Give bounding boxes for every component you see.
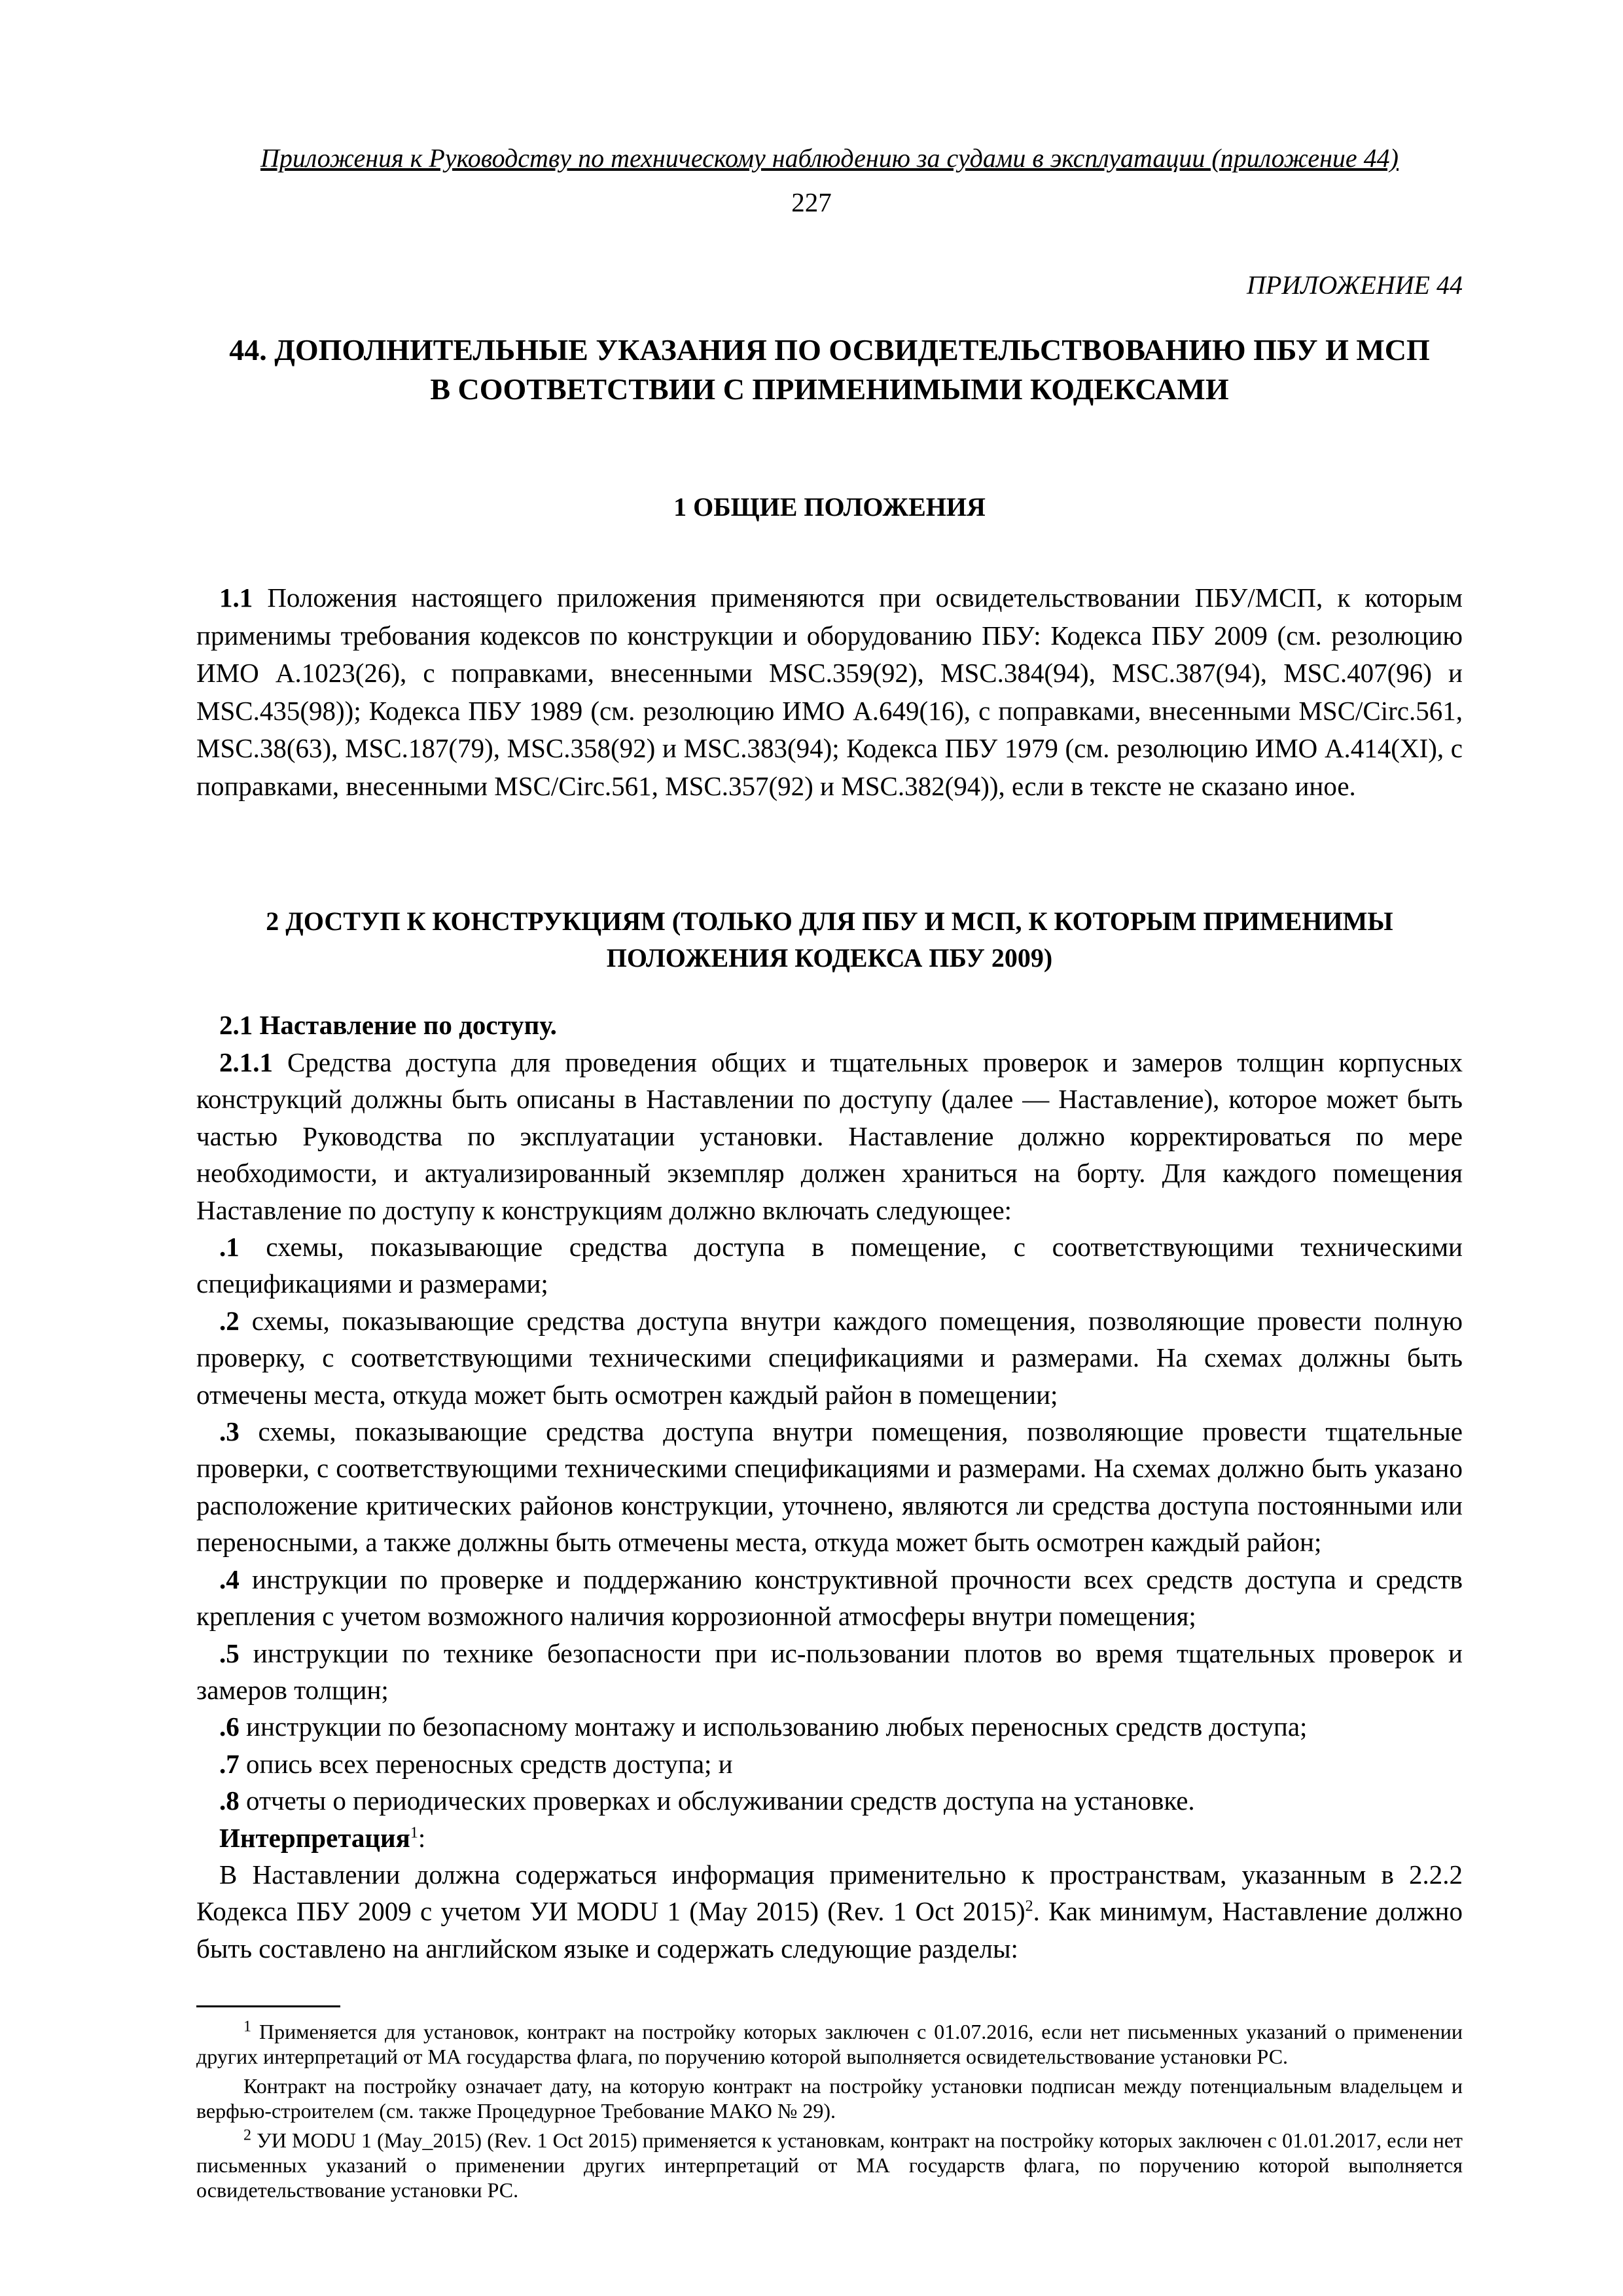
title-line-2: В СООТВЕТСТВИИ С ПРИМЕНИМЫМИ КОДЕКСАМИ <box>430 372 1229 406</box>
paragraph-text: Средства доступа для проведения общих и тщательных проверок и замеров толщин корпусных конструкций должны быть описаны в Наставлении по доступу (далее — Наставление), которое может быть частью Руководства по эксплуатации установки. Наставление должно корректироваться по мере необходимости, и актуализированный экземпляр должен храниться на борту. Для каждого помещения Наставление по доступу к конструкциям должно включать следующее: <box>196 1047 1463 1225</box>
list-item-number: .7 <box>219 1748 240 1779</box>
interpretation-text-part-a: В Наставлении должна содержаться информация применительно к пространствам, указанным в 2.2.2 Кодекса ПБУ 2009 с учетом УИ MODU 1 (May 2015) (Rev. 1 Oct 2015) <box>196 1859 1463 1927</box>
footnote-ref-1[interactable]: 1 <box>410 1823 418 1841</box>
document-title <box>196 331 1463 409</box>
list-item <box>196 1708 1463 1745</box>
list-item-number: .3 <box>219 1416 240 1447</box>
section-2-heading-line-2: ПОЛОЖЕНИЯ КОДЕКСА ПБУ 2009) <box>606 943 1053 973</box>
interpretation-label: Интерпретация <box>219 1822 410 1853</box>
list-item-text: отчеты о периодических проверках и обслуживании средств доступа на установке. <box>239 1785 1195 1816</box>
list-item-text: инструкции по технике безопасности при ис-пользовании плотов во время тщательных проверок и замеров толщин; <box>196 1638 1463 1705</box>
list-item-number: .1 <box>219 1232 240 1263</box>
interpretation-heading <box>196 1820 1463 1856</box>
footnote-1-continuation: Контракт на постройку означает дату, на которую контракт на постройку установки подписан между потенциальным владельцем и верфью-строителем (см. также Процедурное Требование МАКО № 29). <box>196 2074 1463 2123</box>
list-item-number: .4 <box>219 1564 240 1594</box>
interpretation-text <box>196 1856 1463 1967</box>
footnote-1 <box>196 2019 1463 2069</box>
list-item-number: .5 <box>219 1638 240 1668</box>
list-item-text: инструкции по проверке и поддержанию конструктивной прочности всех средств доступа и средств крепления с учетом возможного наличия коррозионной атмосферы внутри помещения; <box>196 1564 1463 1632</box>
interpretation-colon: : <box>418 1822 426 1853</box>
running-header: Приложения к Руководству по техническому наблюдению за судами в эксплуатации (приложение 44) <box>260 143 1399 173</box>
paragraph-2-1-1 <box>196 1044 1463 1229</box>
paragraph-number: 1.1 <box>219 583 253 613</box>
list-item-text: инструкции по безопасному монтажу и использованию любых переносных средств доступа; <box>239 1712 1308 1742</box>
list-item-number: .2 <box>219 1305 240 1336</box>
paragraph-text: Положения настоящего приложения применяются при освидетельствовании ПБУ/МСП, к которым применимы требования кодексов по конструкции и оборудованию ПБУ: Кодекса ПБУ 2009 (см. резолюцию ИМО А.1023(26), с поправками, внесенными MSC.359(92), MSC.384(94), MSC.387(94), MSC.407(96) и MSC.435(98)); Кодекса ПБУ 1989 (см. резолюцию ИМО А.649(16), с поправками, внесенными MSC/Circ.561, MSC.38(63), MSC.187(79), MSC.358(92) и MSC.383(94); Кодекса ПБУ 1979 (см. резолюцию ИМО А.414(XI), с поправками, внесенными MSC/Circ.561, MSC.357(92) и MSC.382(94)), если в тексте не сказано иное. <box>196 583 1463 801</box>
list-item-number: .6 <box>219 1712 240 1742</box>
footnote-separator <box>196 2005 340 2007</box>
list-item <box>196 1413 1463 1561</box>
list-item-text: схемы, показывающие средства доступа в помещение, с соответствующими техническими спецификациями и размерами; <box>196 1232 1463 1299</box>
footnote-2-mark: 2 <box>243 2126 251 2144</box>
list-item-number: .8 <box>219 1785 240 1816</box>
list-item-text: опись всех переносных средств доступа; и <box>239 1748 733 1779</box>
subsection-2-1-heading <box>196 1007 1463 1045</box>
page-number: 227 <box>791 187 832 217</box>
footnote-1-mark: 1 <box>243 2018 251 2036</box>
list-item <box>196 1229 1463 1302</box>
section-2-heading <box>196 903 1463 977</box>
list-item <box>196 1635 1463 1709</box>
appendix-label: ПРИЛОЖЕНИЕ 44 <box>1247 270 1463 300</box>
section-1-heading: 1 ОБЩИЕ ПОЛОЖЕНИЯ <box>673 492 986 522</box>
list-item <box>196 1782 1463 1819</box>
footnote-2-text: УИ MODU 1 (May_2015) (Rev. 1 Oct 2015) применяется к установкам, контракт на постройку которых заключен с 01.01.2017, если нет письменных указаний о применении других интерпретаций от МА государств флага, по поручению которой выполняется освидетельствование установки РС. <box>196 2128 1463 2202</box>
footnote-1-text: Применяется для установок, контракт на постройку которых заключен с 01.07.2016, если нет письменных указаний о применении других интерпретаций от МА государства флага, по поручению которой выполняется освидетельствование установки РС. <box>196 2020 1463 2068</box>
list-item-text: схемы, показывающие средства доступа внутри каждого помещения, позволяющие провести полную проверку, с соответствующими техническими спецификациями и размерами. На схемах должны быть отмечены места, откуда может быть осмотрен каждый район в помещении; <box>196 1305 1463 1410</box>
list-item-text: схемы, показывающие средства доступа внутри помещения, позволяющие провести тщательные проверки, с соответствующими техническими спецификациями и размерами. На схемах должно быть указано расположение критических районов конструкции, уточнено, являются ли средства доступа постоянными или переносными, а также должны быть отмечены места, откуда может быть осмотрен каждый район; <box>196 1416 1463 1558</box>
section-2-heading-line-1: 2 ДОСТУП К КОНСТРУКЦИЯМ (ТОЛЬКО ДЛЯ ПБУ И МСП, К КОТОРЫМ ПРИМЕНИМЫ <box>266 906 1393 936</box>
footnote-ref-2[interactable]: 2 <box>1025 1897 1033 1915</box>
footnotes <box>196 2019 1463 2207</box>
section-2-body <box>196 1044 1463 1967</box>
paragraph-1-1 <box>196 579 1463 805</box>
list-item <box>196 1561 1463 1635</box>
list-item <box>196 1302 1463 1413</box>
title-line-1: 44. ДОПОЛНИТЕЛЬНЫЕ УКАЗАНИЯ ПО ОСВИДЕТЕЛЬСТВОВАНИЮ ПБУ И МСП <box>229 333 1430 367</box>
paragraph-number: 2.1.1 <box>219 1047 273 1077</box>
subsection-title: 2.1 Наставление по доступу. <box>219 1010 557 1040</box>
list-item <box>196 1746 1463 1782</box>
interpretation-text-part-b: . Как минимум, Наставление должно быть составлено на английском языке и содержать следующие разделы: <box>196 1896 1463 1964</box>
footnote-2 <box>196 2128 1463 2202</box>
